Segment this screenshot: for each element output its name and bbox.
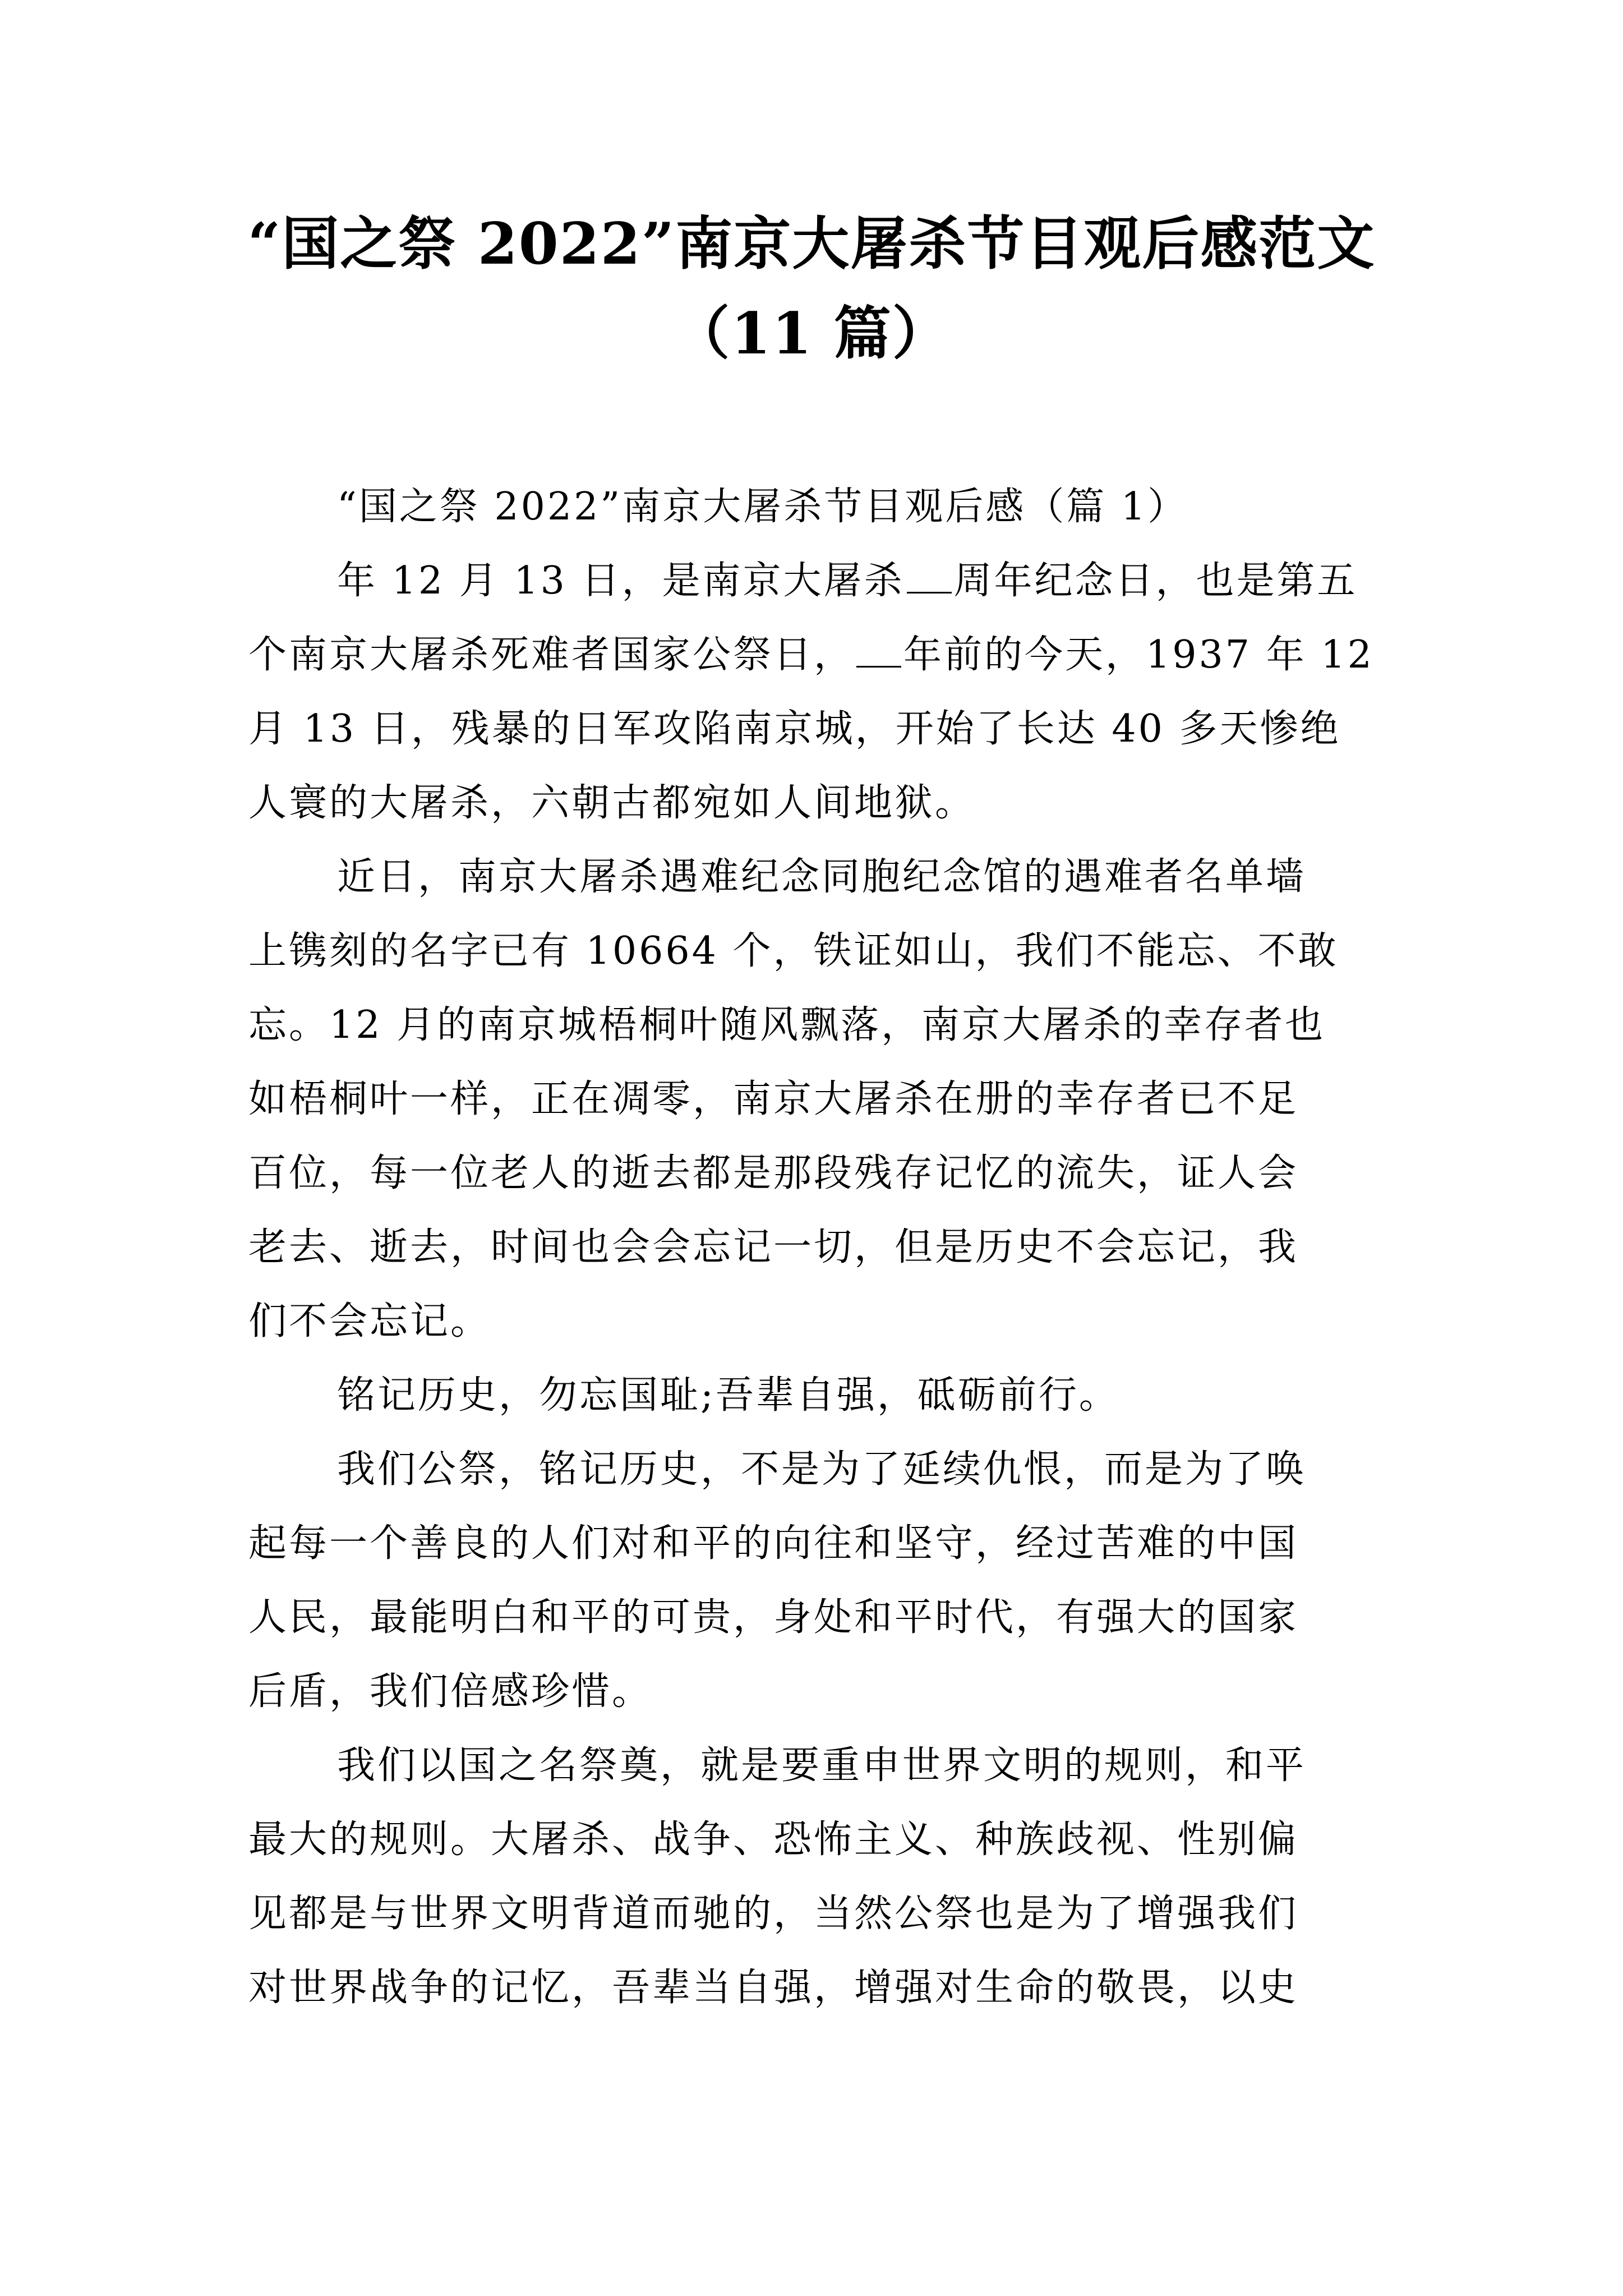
- paragraph-3: [248, 1359, 1376, 1433]
- paragraph-line: 近日，南京大屠杀遇难纪念同胞纪念馆的遇难者名单墙: [337, 855, 1307, 899]
- paragraph-line: 人民，最能明白和平的可贵，身处和平时代，有强大的国家: [248, 1595, 1299, 1640]
- document-title: [247, 199, 1376, 379]
- paragraph-line: 我们以国之名祭奠，就是要重申世界文明的规则，和平: [337, 1743, 1307, 1788]
- paragraph-line: 上镌刻的名字已有 10664 个，铁证如山，我们不能忘、不敢: [248, 929, 1339, 973]
- fill-blank: [856, 632, 901, 668]
- paragraph-line: 最大的规则。大屠杀、战争、恐怖主义、种族歧视、性别偏: [248, 1818, 1299, 1862]
- paragraph-line: 如梧桐叶一样，正在凋零，南京大屠杀在册的幸存者已不足: [248, 1077, 1299, 1121]
- fill-blank: [907, 558, 952, 593]
- paragraph-line: 月 13 日，残暴的日军攻陷南京城，开始了长达 40 多天惨绝: [248, 707, 1341, 751]
- paragraph-line: [248, 618, 1376, 692]
- paragraph-line: 对世界战争的记忆，吾辈当自强，增强对生命的敬畏，以史: [248, 1966, 1299, 2010]
- paragraph-line: 起每一个善良的人们对和平的向往和坚守，经过苦难的中国: [248, 1521, 1299, 1566]
- paragraph-line: 铭记历史，勿忘国耻;吾辈自强，砥砺前行。: [337, 1373, 1119, 1418]
- paragraph-line: [248, 544, 1376, 618]
- paragraph-line: 们不会忘记。: [248, 1299, 491, 1343]
- paragraph-line: 老去、逝去，时间也会会忘记一切，但是历史不会忘记，我: [248, 1225, 1299, 1269]
- paragraph-2: [248, 840, 1376, 1359]
- paragraph-line: 人寰的大屠杀，六朝古都宛如人间地狱。: [248, 781, 976, 825]
- paragraph-5: [248, 1729, 1376, 2025]
- title-line-1: “国之祭 2022”南京大屠杀节目观后感范文: [247, 210, 1376, 278]
- paragraph-line: 忘。12 月的南京城梧桐叶随风飘落，南京大屠杀的幸存者也: [248, 1003, 1326, 1047]
- paragraph-4: [248, 1433, 1376, 1729]
- text-span: 周年纪念日，也是第五: [953, 559, 1358, 603]
- section-heading: “国之祭 2022”南京大屠杀节目观后感（篇 1）: [337, 485, 1188, 529]
- paragraph-line: 后盾，我们倍感珍惜。: [248, 1669, 653, 1714]
- section-heading-paragraph: [248, 470, 1376, 544]
- paragraph-1: [248, 544, 1376, 840]
- paragraph-line: 我们公祭，铭记历史，不是为了延续仇恨，而是为了唤: [337, 1447, 1307, 1492]
- paragraph-line: 见都是与世界文明背道而驰的，当然公祭也是为了增强我们: [248, 1892, 1299, 1936]
- text-span: 个南京大屠杀死难者国家公祭日，: [248, 633, 855, 677]
- paragraph-line: 百位，每一位老人的逝去都是那段残存记忆的流失，证人会: [248, 1151, 1299, 1195]
- document-body: [248, 470, 1376, 2025]
- text-span: 年 12 月 13 日，是南京大屠杀: [337, 559, 905, 603]
- text-span: 年前的今天，1937 年 12: [903, 633, 1374, 677]
- title-line-2: （11 篇）: [672, 300, 951, 367]
